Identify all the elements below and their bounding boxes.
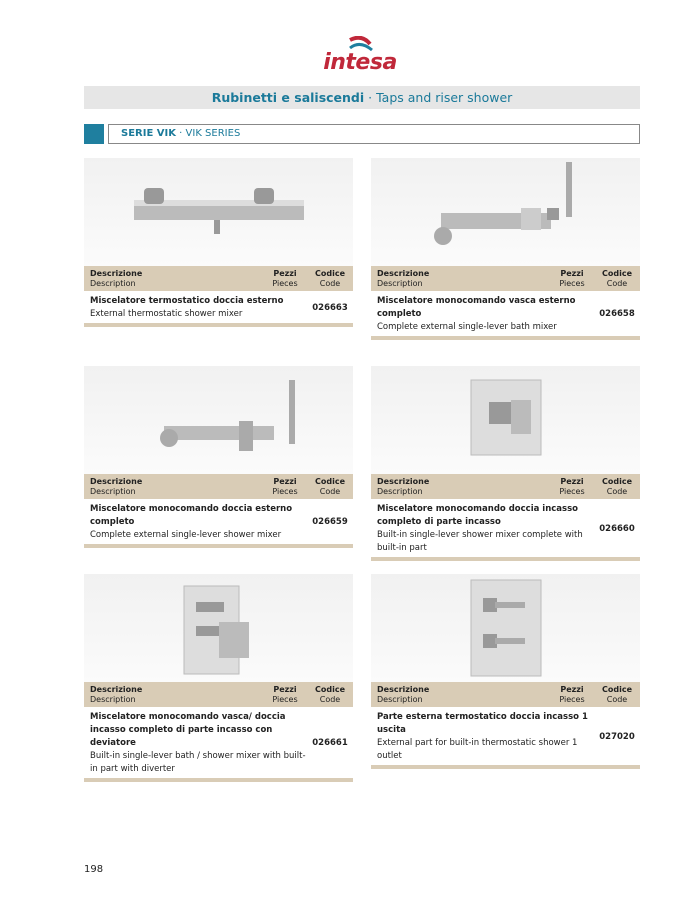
product-image <box>371 574 640 682</box>
header-pieces-it: Pezzi <box>560 269 584 278</box>
header-description-it: Descrizione <box>377 269 430 278</box>
header-description-it: Descrizione <box>90 685 143 694</box>
product-name-en: Built-in single-lever shower mixer complete with built-in part <box>377 530 583 553</box>
header-code-en: Code <box>319 279 341 288</box>
header-pieces-it: Pezzi <box>560 685 584 694</box>
table-header <box>84 682 353 707</box>
header-description-en: Description <box>377 487 423 496</box>
header-pieces-en: Pieces <box>272 279 298 288</box>
table-header <box>371 266 640 291</box>
header-pieces-en: Pieces <box>559 279 585 288</box>
table-header <box>84 266 353 291</box>
table-header <box>371 682 640 707</box>
product-name-it: Miscelatore monocomando doccia esterno completo <box>90 504 293 527</box>
header-code-en: Code <box>319 487 341 496</box>
page-number: 198 <box>84 864 104 875</box>
product-card <box>84 574 353 782</box>
product-code: 026661 <box>312 738 348 748</box>
product-name-en: External thermostatic shower mixer <box>90 309 243 319</box>
product-image <box>84 158 353 266</box>
title-english: Taps and riser shower <box>376 90 513 105</box>
header-code-it: Codice <box>601 269 632 278</box>
header-code-it: Codice <box>314 269 345 278</box>
header-pieces-en: Pieces <box>272 487 298 496</box>
product-card <box>371 158 640 340</box>
table-row <box>371 499 640 561</box>
product-name-it: Miscelatore termostatico doccia esterno <box>90 296 284 306</box>
product-name-it: Miscelatore monocomando doccia incasso completo di parte incasso <box>377 504 579 527</box>
product-image <box>84 366 353 474</box>
table-row <box>371 707 640 769</box>
header-description-it: Descrizione <box>90 269 143 278</box>
product-image <box>371 366 640 474</box>
product-name-en: Complete external single-lever shower mixer <box>90 530 282 540</box>
product-name-it: Miscelatore monocomando vasca esterno completo <box>377 296 576 319</box>
separator: · <box>175 128 186 139</box>
product-code: 026659 <box>312 517 348 527</box>
table-header <box>371 474 640 499</box>
header-description-it: Descrizione <box>377 477 430 486</box>
header-pieces-it: Pezzi <box>560 477 584 486</box>
product-name-it: Miscelatore monocomando vasca/ doccia incasso completo di parte incasso con deviatore <box>90 712 286 748</box>
series-english: VIK SERIES <box>185 128 241 139</box>
header-description-en: Description <box>90 279 136 288</box>
table-header <box>84 474 353 499</box>
product-image <box>371 158 640 266</box>
product-name-en: Built-in single-lever bath / shower mixer with built-in part with diverter <box>90 751 306 774</box>
header-pieces-en: Pieces <box>559 487 585 496</box>
product-name-en: Complete external single-lever bath mixer <box>377 322 557 332</box>
header-pieces-it: Pezzi <box>273 269 297 278</box>
table-row <box>84 707 353 782</box>
header-code-en: Code <box>319 695 341 704</box>
product-card <box>371 574 640 769</box>
product-code: 026660 <box>599 523 635 534</box>
header-code-it: Codice <box>601 685 632 694</box>
header-code-it: Codice <box>601 477 632 486</box>
product-code: 026658 <box>599 309 635 319</box>
header-code-en: Code <box>606 695 628 704</box>
header-code-en: Code <box>606 279 628 288</box>
header-pieces-it: Pezzi <box>273 477 297 486</box>
table-row <box>371 291 640 340</box>
section-title-band <box>84 86 640 109</box>
header-code-it: Codice <box>314 685 345 694</box>
product-card <box>371 366 640 561</box>
series-italian: SERIE VIK <box>121 128 176 139</box>
product-code: 026663 <box>312 302 348 313</box>
header-pieces-en: Pieces <box>559 695 585 704</box>
product-code: 027020 <box>599 731 635 742</box>
table-row <box>84 499 353 548</box>
series-marker <box>84 124 104 144</box>
product-card <box>84 366 353 548</box>
series-title <box>108 124 640 144</box>
header-description-en: Description <box>90 695 136 704</box>
intesa-logo: intesa <box>320 36 400 80</box>
header-description-en: Description <box>90 487 136 496</box>
header-pieces-en: Pieces <box>272 695 298 704</box>
header-description-it: Descrizione <box>377 685 430 694</box>
separator: · <box>364 90 377 105</box>
header-description-en: Description <box>377 279 423 288</box>
product-name-en: External part for built-in thermostatic shower 1 outlet <box>377 738 578 761</box>
title-italian: Rubinetti e saliscendi <box>211 90 365 105</box>
product-name-it: Parte esterna termostatico doccia incasso 1 uscita <box>377 712 588 735</box>
header-description-it: Descrizione <box>90 477 143 486</box>
product-image <box>84 574 353 682</box>
header-code-en: Code <box>606 487 628 496</box>
header-code-it: Codice <box>314 477 345 486</box>
table-row <box>84 291 353 327</box>
product-card <box>84 158 353 327</box>
header-description-en: Description <box>377 695 423 704</box>
header-pieces-it: Pezzi <box>273 685 297 694</box>
